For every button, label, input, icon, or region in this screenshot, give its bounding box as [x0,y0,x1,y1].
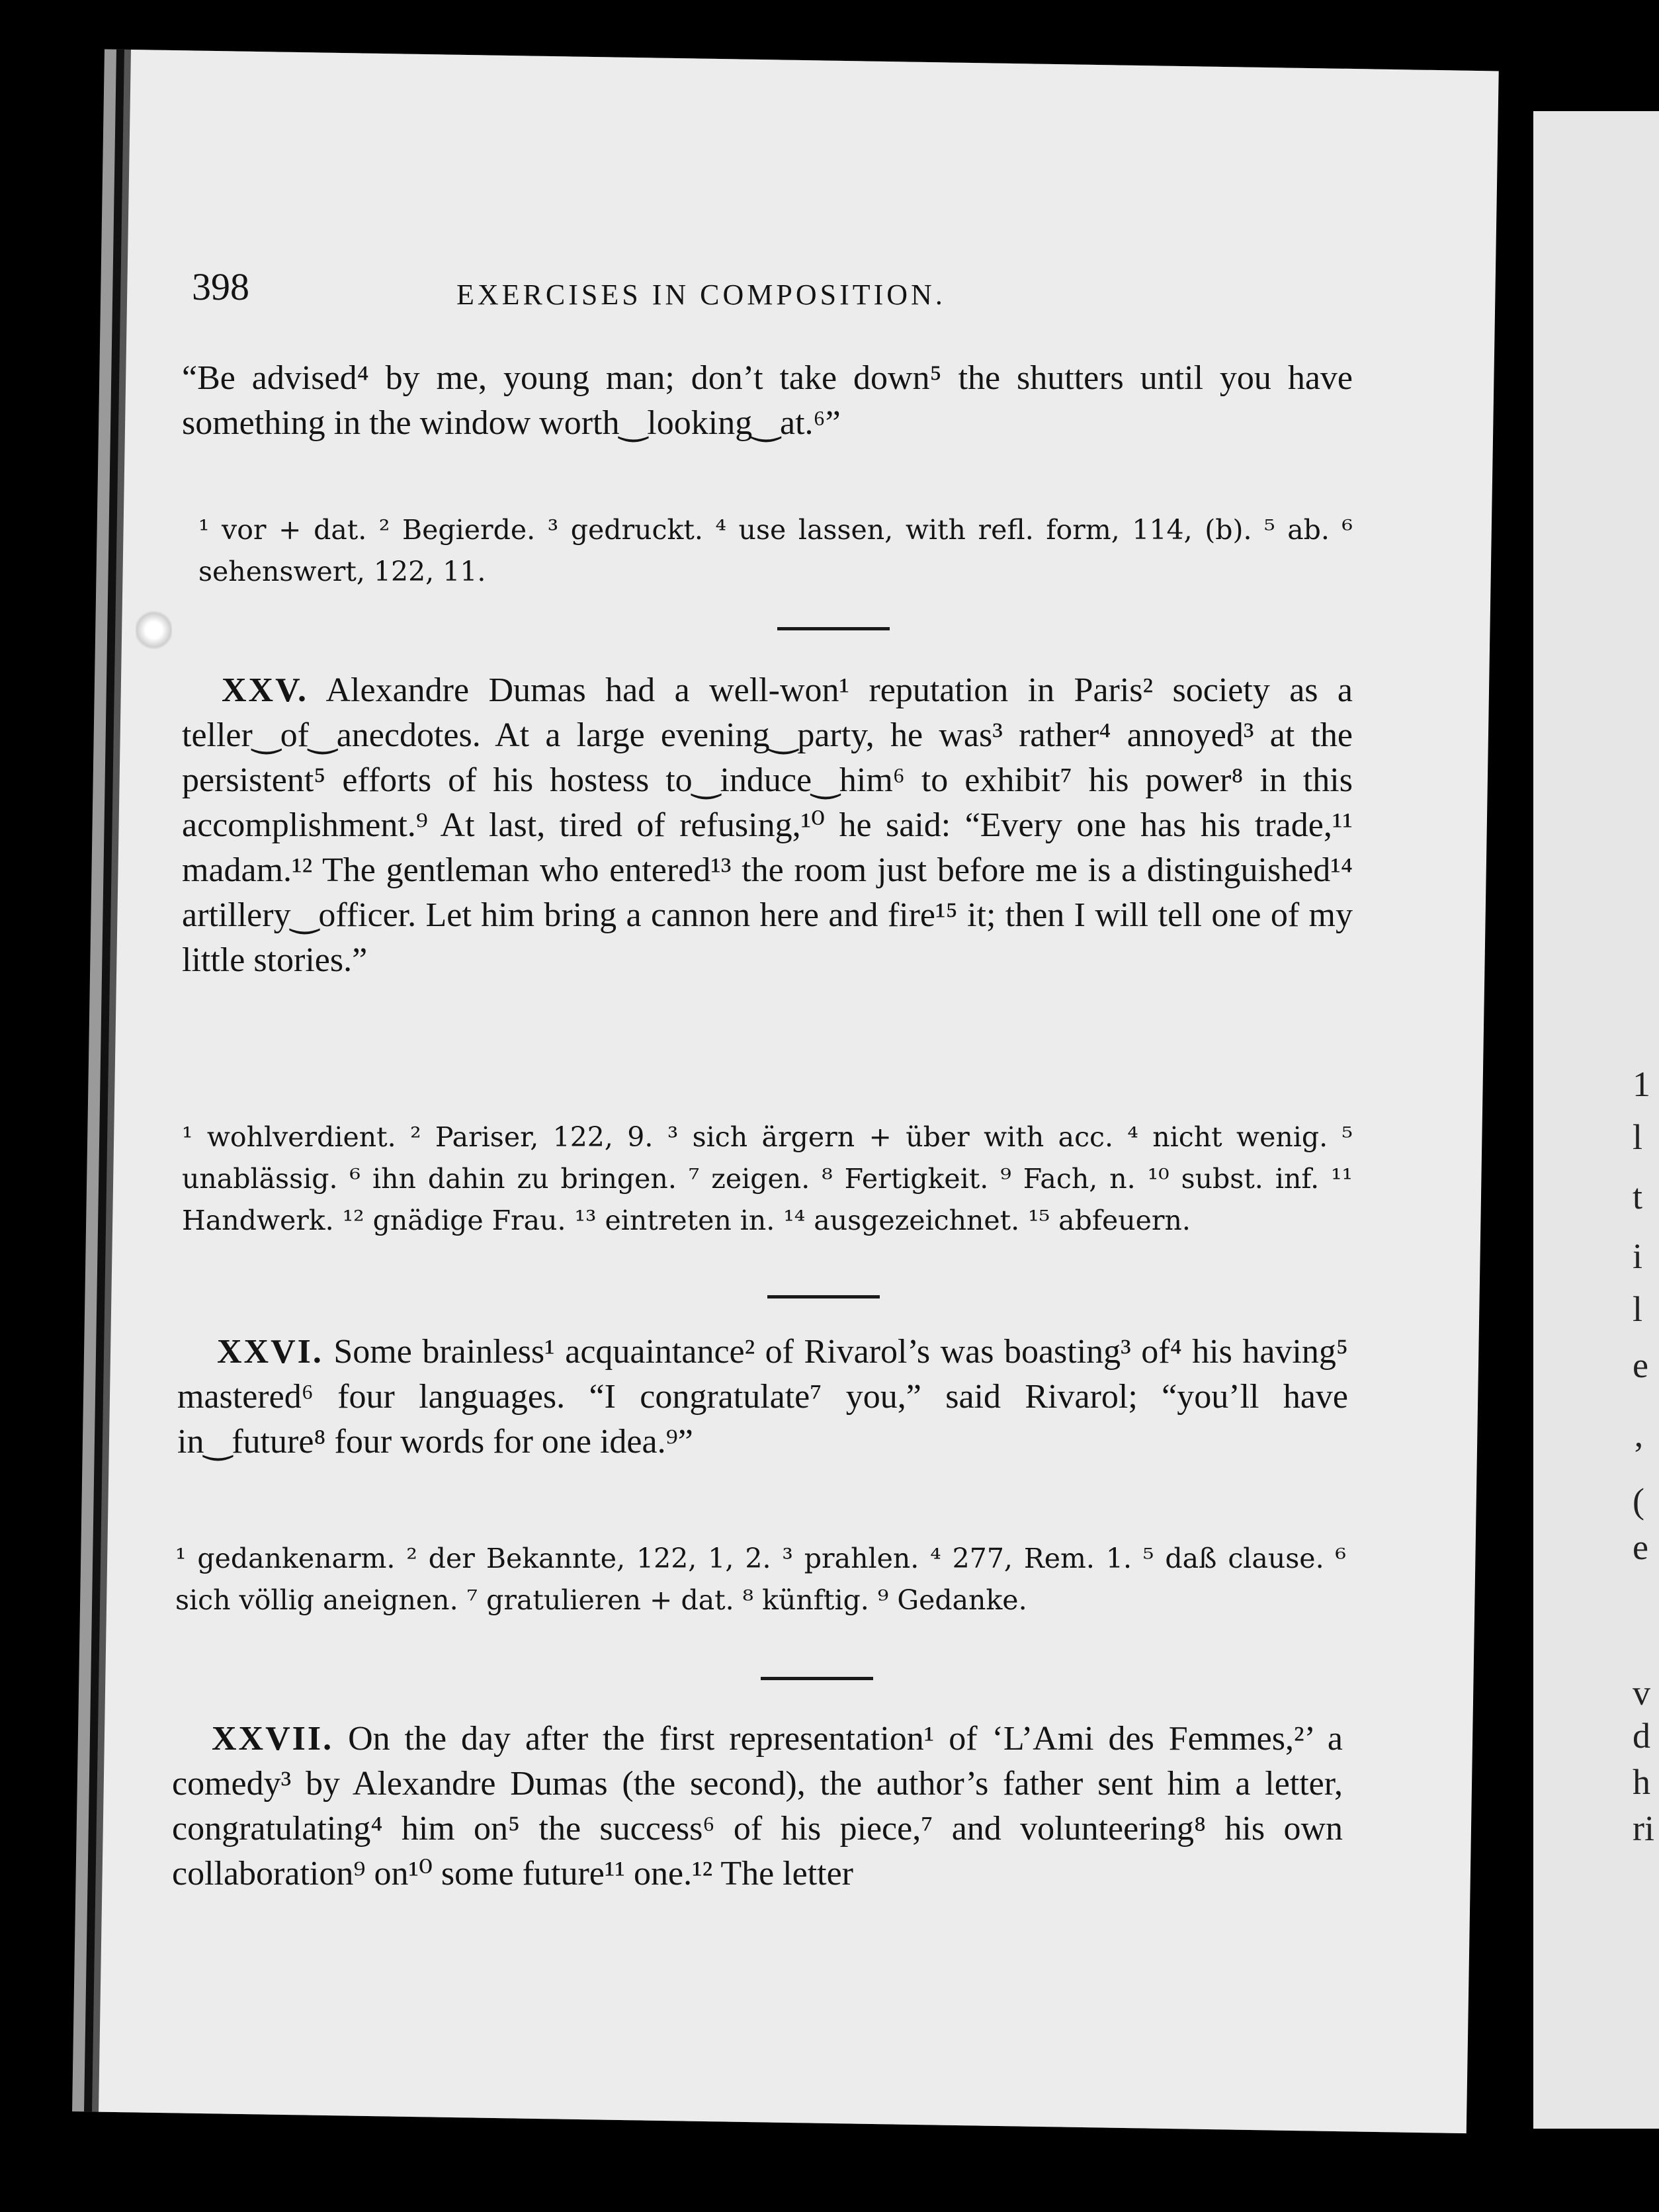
scan-dust-mark [136,609,172,652]
right-page-fragment: e [1633,1527,1648,1567]
exercise-xxvi [177,1330,1348,1465]
exercise-xxvii [172,1717,1343,1896]
section-divider [767,1295,880,1298]
book-page-right-edge [1533,111,1659,2129]
exercise-text: Some brainless¹ acquaintance² of Rivarol’s was boasting³ of⁴ his having⁵ mastered⁶ four languages. “I congratulate⁷ you,” said Rivarol; “you’ll have in‿future⁸ four words for one idea.⁹” [177,1333,1348,1461]
section-divider [777,627,890,630]
right-page-fragment: l [1633,1289,1643,1329]
right-page-fragment: ri [1633,1808,1654,1848]
right-page-fragment: ’ [1633,1435,1644,1474]
exercise-number: XXVI. [217,1333,323,1371]
continuation-text: “Be advised⁴ by me, young man; don’t take down⁵ the shutters until you have something in the window worth‿looking‿at.⁶” [182,359,1353,442]
continuation-paragraph [182,356,1353,446]
right-page-fragment: l [1633,1117,1643,1157]
right-page-fragment: d [1633,1716,1650,1756]
exercise-text: On the day after the first representation¹ of ‘L’Ami des Femmes,²’ a comedy³ by Alexandre Dumas (the second), the author’s father sent him a letter, congratulating⁴ him on⁵ the success⁶ of his piece,⁷ and volunteering⁸ his own collaboration⁹ on¹⁰ some future¹¹ one.¹² The letter [172,1720,1343,1893]
exercise-number: XXVII. [212,1720,334,1758]
right-page-fragment: t [1633,1177,1643,1216]
exercise-xxvi-footnotes [175,1538,1346,1621]
continuation-footnotes [198,509,1353,593]
exercise-xxv [182,668,1353,983]
section-divider [761,1677,873,1680]
right-page-fragment: h [1633,1762,1650,1802]
running-head: EXERCISES IN COMPOSITION. [456,278,946,311]
exercise-number: XXV. [222,671,308,709]
exercise-text: Alexandre Dumas had a well-won¹ reputation in Paris² society as a teller‿of‿anecdotes. At a large evening‿party, he was³ rather⁴ annoyed³ at the persistent⁵ efforts of his hostess to‿induce‿him⁶ to exhibit⁷ his power⁸ in this accomplishment.⁹ At last, tired of refusing,¹⁰ he said: “Every one has his trade,¹¹ madam.¹² The gentleman who entered¹³ the room just before me is a distinguished¹⁴ artillery‿officer. Let him bring a cannon here and fire¹⁵ it; then I will tell one of my little stories.” [182,671,1353,979]
right-page-fragment: v [1633,1673,1650,1713]
exercise-xxv-footnotes [182,1117,1353,1242]
footnote-text: ¹ gedankenarm. ² der Bekannte, 122, 1, 2. ³ prahlen. ⁴ 277, Rem. 1. ⁵ daß clause. ⁶ sich völlig aneignen. ⁷ gratulieren + dat. ⁸ künftig. ⁹ Gedanke. [175,1543,1346,1616]
right-page-fragment: 1 [1633,1064,1650,1104]
right-page-fragment: i [1633,1236,1643,1276]
page-header [192,265,1343,318]
page-number: 398 [192,265,249,308]
right-page-fragment: e [1633,1345,1648,1385]
footnote-text: ¹ vor + dat. ² Begierde. ³ gedruckt. ⁴ use lassen, with refl. form, 114, (b). ⁵ ab. ⁶ sehenswert, 122, 11. [198,514,1353,587]
footnote-text: ¹ wohlverdient. ² Pariser, 122, 9. ³ sich ärgern + über with acc. ⁴ nicht wenig. ⁵ unablässig. ⁶ ihn dahin zu bringen. ⁷ zeigen. ⁸ Fertigkeit. ⁹ Fach, n. ¹⁰ subst. inf. ¹¹ Handwerk. ¹² gnädige Frau. ¹³ eintreten in. ¹⁴ ausgezeichnet. ¹⁵ abfeuern. [182,1121,1353,1236]
right-page-fragment: ( [1633,1481,1644,1521]
scan-border [0,0,1659,40]
